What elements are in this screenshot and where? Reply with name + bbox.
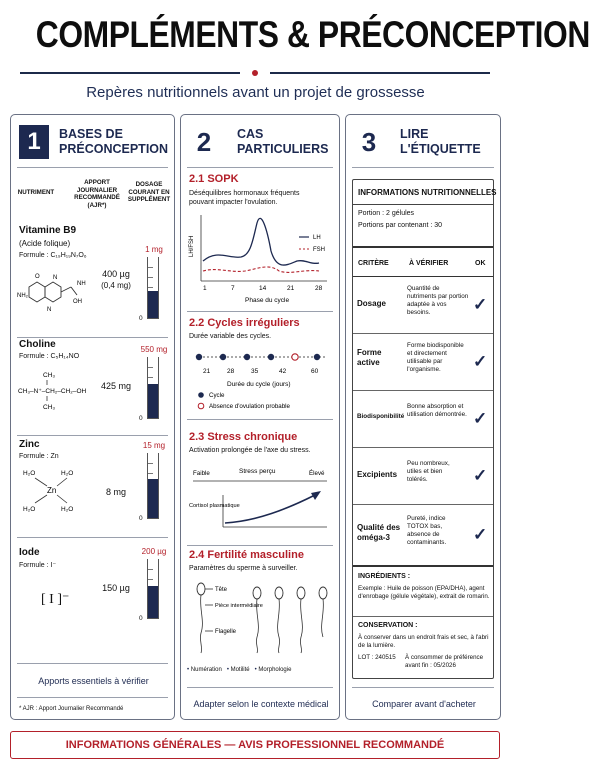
structure-label: H₂O — [61, 506, 74, 513]
nutrient-formula: Formule : I⁻ — [19, 562, 57, 569]
stress-low: Faible — [193, 470, 210, 477]
nutrient-row — [11, 215, 176, 335]
nutrient-alt-name: (Acide folique) — [19, 239, 71, 248]
nutrient-row — [11, 537, 176, 637]
dose-gauge-fill — [148, 586, 158, 618]
page-title: COMPLÉMENTS & PRÉCONCEPTION — [35, 14, 590, 55]
cycle-tick: 21 — [203, 368, 211, 375]
checkmark-icon: ✓ — [473, 295, 488, 314]
panel-title — [237, 127, 328, 157]
header-divider-dot — [252, 70, 258, 76]
panel-title-line2: PARTICULIERS — [237, 142, 329, 156]
structure-label: OH — [73, 299, 82, 305]
stress-axis-label: Stress perçu — [239, 468, 276, 475]
panel-title — [400, 127, 481, 157]
checkmark-icon: ✓ — [473, 409, 488, 428]
folic-acid-structure-icon — [17, 267, 91, 317]
nutrient-ajr: 400 µg — [102, 269, 130, 279]
criteria-row — [353, 277, 493, 333]
part-flagellum: Flagelle — [215, 629, 237, 635]
criteria-check-text: Quantité de nutriments par portion adaptée à vos besoins. — [407, 285, 469, 316]
choline-structure-icon — [17, 367, 103, 413]
panel-lire-etiquette — [345, 114, 501, 720]
nutrient-ajr: 425 mg — [100, 381, 132, 391]
cortisol-label: Cortisol plasmatique — [189, 503, 240, 509]
checkmark-icon: ✓ — [473, 466, 488, 485]
dose-gauge — [147, 559, 159, 619]
ingredients-title: INGRÉDIENTS : — [358, 573, 411, 580]
criteria-row — [353, 334, 493, 390]
part-head: Tête — [215, 587, 228, 593]
chart-xtick: 1 — [203, 285, 207, 292]
section-heading: 2.3 Stress chronique — [189, 431, 298, 443]
info-title: INFORMATIONS NUTRITIONNELLES — [358, 188, 497, 197]
nutrient-row — [11, 337, 176, 437]
cycle-xlabel: Durée du cycle (jours) — [227, 381, 291, 388]
col-nutrient-header: NUTRIMENT — [17, 189, 55, 196]
cycle-tick: 42 — [279, 368, 287, 375]
legend-morphology: Morphologie — [258, 667, 292, 673]
panel-title-line1: CAS — [237, 127, 264, 141]
dose-gauge — [147, 357, 159, 419]
gauge-zero: 0 — [139, 515, 143, 522]
criteria-name: Biodisponibilité — [357, 413, 405, 420]
nutrient-formula: Formule : C₁₉H₁₉N₇O₆ — [19, 252, 87, 259]
panel-title-line2: L'ÉTIQUETTE — [400, 142, 481, 156]
cycle-tick: 60 — [311, 368, 319, 375]
dose-gauge-fill — [148, 291, 158, 318]
gauge-zero: 0 — [139, 615, 143, 622]
dose-gauge — [147, 257, 159, 319]
col-ajr-header: APPORT JOURNALIER RECOMMANDÉ (AJR*) — [74, 179, 120, 209]
legend-motility: Motilité — [230, 667, 250, 673]
criteria-name: Excipients — [357, 470, 398, 479]
dose-label: 1 mg — [145, 245, 163, 254]
sperm-legend: • Numération • Motilité • Morphologie — [187, 667, 292, 673]
stress-high: Élevé — [309, 470, 325, 477]
structure-label: NH₂ — [17, 293, 28, 299]
conservation-title: CONSERVATION : — [358, 622, 418, 629]
structure-label: CH₃–N⁺–CH₂–CH₂–OH — [18, 388, 87, 395]
gauge-zero: 0 — [139, 315, 143, 322]
nutrient-name: Vitamine B9 — [19, 225, 77, 236]
nutrient-ajr: 8 mg — [105, 487, 126, 497]
ingredients-text: Exemple : Huile de poisson (EPA/DHA), agent d'enrobage (gélule végétale), extrait de romarin. — [358, 585, 490, 600]
panel-footer: Comparer avant d'acheter — [372, 699, 476, 709]
structure-label: CH₃ — [43, 404, 56, 411]
zinc-complex-structure-icon — [21, 465, 95, 519]
page-subtitle: Repères nutritionnels avant un projet de grossesse — [86, 84, 425, 101]
dose-label: 550 mg — [140, 345, 168, 354]
criteria-check-text: Peu nombreux, utiles et bien tolérés. — [407, 460, 450, 483]
portions-per-container: Portions par contenant : 30 — [358, 222, 443, 229]
chart-xtick: 28 — [315, 285, 323, 292]
chart-xtick: 7 — [231, 285, 235, 292]
criteria-row — [353, 391, 493, 447]
section-description: Déséquilibres hormonaux fréquents pouvant impacter l'ovulation. — [189, 190, 300, 206]
nutrient-ajr-note: (0,4 mg) — [101, 281, 131, 290]
dose-gauge — [147, 453, 159, 519]
dose-label: 15 mg — [142, 441, 166, 450]
panel-number: 3 — [354, 125, 384, 159]
lot-number: LOT : 240515 — [358, 654, 396, 661]
cycle-tick: 28 — [227, 368, 235, 375]
section-heading: 2.4 Fertilité masculine — [189, 549, 304, 561]
chart-xtick: 14 — [259, 285, 267, 292]
arrow-up-right-icon — [311, 491, 321, 500]
structure-label: CH₃ — [43, 372, 56, 379]
criteria-name: Forme active — [357, 348, 382, 367]
criteria-check-text: Pureté, indice TOTOX bas, absence de contaminants. — [407, 515, 447, 546]
col-ok-header: OK — [475, 260, 486, 267]
structure-label: H₂O — [23, 470, 36, 477]
criteria-check-text: Bonne absorption et utilisation démontrée. — [407, 403, 467, 418]
fsh-line — [203, 267, 319, 272]
structure-label: N — [47, 307, 52, 313]
criteria-name: Qualité des oméga-3 — [357, 523, 401, 542]
panel-title — [59, 127, 168, 157]
legend-no-ovulation: Absence d'ovulation probable — [209, 403, 290, 410]
criteria-row — [353, 505, 493, 565]
nutrition-label — [352, 179, 497, 679]
structure-label: NH — [77, 281, 86, 287]
nutrient-name: Choline — [19, 339, 56, 350]
nutrient-row — [11, 435, 176, 539]
portion: Portion : 2 gélules — [358, 210, 415, 217]
nutrient-formula: Formule : C₅H₁₄NO — [19, 353, 80, 360]
panel-footer: Adapter selon le contexte médical — [193, 699, 329, 709]
legend-count: Numération — [190, 667, 222, 673]
criteria-name: Dosage — [357, 299, 386, 308]
dose-label: 200 µg — [141, 547, 167, 556]
panel-title-line1: BASES DE — [59, 127, 123, 141]
section-description: Paramètres du sperme à surveiller. — [189, 565, 298, 572]
sopk-hormone-chart — [187, 209, 337, 305]
structure-label: Zn — [47, 486, 57, 495]
col-critere-header: CRITÈRE — [358, 260, 389, 267]
nutrient-formula: Formule : Zn — [19, 453, 59, 460]
iodide-ion-icon: [ I ]⁻ — [41, 592, 70, 607]
stress-cortisol-diagram — [187, 459, 337, 539]
section-description: Activation prolongée de l'axe du stress. — [189, 447, 311, 454]
panel-cas-particuliers — [180, 114, 340, 720]
chart-ylabel: LH/FSH — [189, 235, 195, 257]
panel-footer: Apports essentiels à vérifier — [38, 676, 149, 686]
footer-banner: INFORMATIONS GÉNÉRALES — AVIS PROFESSIONNEL RECOMMANDÉ — [10, 731, 500, 759]
footnote: * AJR : Apport Journalier Recommandé — [19, 706, 124, 712]
sperm-diagram — [187, 575, 337, 655]
structure-label: O — [35, 274, 40, 280]
criteria-row — [353, 448, 493, 504]
col-dose-header: DOSAGE COURANT EN SUPPLÉMENT — [127, 181, 171, 204]
chart-xlabel: Phase du cycle — [245, 297, 290, 304]
nutrient-name: Zinc — [19, 439, 40, 450]
panel-number: 1 — [19, 125, 49, 159]
legend-lh: LH — [313, 235, 321, 241]
lh-line — [203, 218, 319, 265]
col-verifier-header: À VÉRIFIER — [409, 260, 449, 267]
criteria-check-text: Forme biodisponible et directement utilisable par l'organisme. — [407, 342, 464, 373]
legend-fsh: FSH — [313, 247, 325, 253]
header-divider-right — [270, 72, 490, 74]
cycle-length-scale — [187, 343, 337, 413]
best-before: À consommer de préférence avant fin : 05/2026 — [405, 654, 484, 669]
dose-gauge-fill — [148, 479, 158, 518]
structure-label: H₂O — [23, 506, 36, 513]
dose-gauge-fill — [148, 384, 158, 418]
nutrient-ajr: 150 µg — [102, 583, 130, 593]
cycle-tick: 35 — [251, 368, 259, 375]
checkmark-icon: ✓ — [473, 525, 488, 544]
panel-number: 2 — [189, 125, 219, 159]
checkmark-icon: ✓ — [473, 352, 488, 371]
nutrient-name: Iode — [19, 547, 40, 558]
legend-cycle: Cycle — [209, 392, 225, 399]
section-description: Durée variable des cycles. — [189, 333, 272, 340]
panel-title-line2: PRÉCONCEPTION — [59, 142, 169, 156]
structure-label: N — [53, 275, 58, 281]
section-heading: 2.1 SOPK — [189, 173, 239, 185]
panel-bases-preconception — [10, 114, 175, 720]
structure-label: H₂O — [61, 470, 74, 477]
section-heading: 2.2 Cycles irréguliers — [189, 317, 300, 329]
gauge-zero: 0 — [139, 415, 143, 422]
conservation-text: À conserver dans un endroit frais et sec, à l'abri de la lumière. — [358, 634, 489, 649]
header-divider-left — [20, 72, 240, 74]
panel-title-line1: LIRE — [400, 127, 429, 141]
part-midpiece: Pièce intermédiaire — [215, 603, 263, 609]
chart-xtick: 21 — [287, 285, 295, 292]
